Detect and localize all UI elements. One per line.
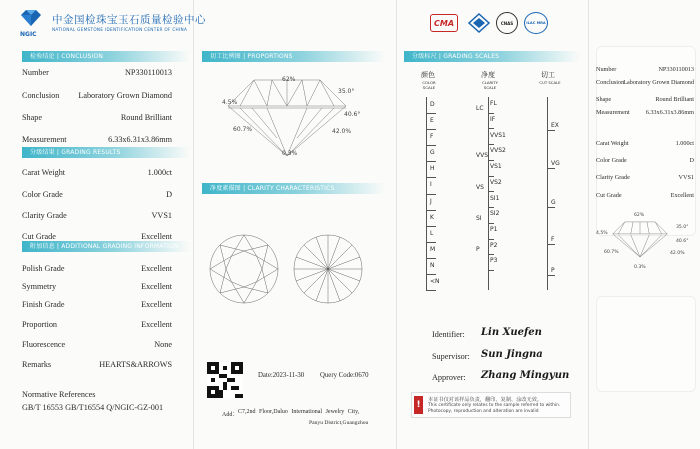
notice-box [411,392,571,418]
field-label: Cut Grade [22,232,56,241]
cma-logo-text: CMA [433,18,455,28]
cnas-logo-text: CNAS [500,20,514,26]
color-scale-tick [426,129,436,130]
cut-scale-tick [547,130,555,131]
mini-prop-crown-height: 40.6° [676,239,689,244]
field-label: Conclusion [22,91,60,100]
mini-prop-girdle: 4.5% [596,231,608,236]
clarity-scale-tick [488,113,494,114]
clarity-scale-tick [488,239,494,240]
field-value: NP330110013 [124,68,172,77]
clarity-scale-tick [488,144,494,145]
notice-en-1: This certificate only relates to the sample referred to within. [428,403,561,408]
clarity-grade-label: IF [490,115,496,123]
ilac-logo-text: ILAC MRA [526,21,546,25]
color-grade-label: M [430,245,436,253]
ngic-diamond-icon [20,10,42,26]
signature-name: Zhang Mingyun [481,370,570,381]
color-scale-tick [426,210,436,211]
clarity-scale-tick [488,207,494,208]
cut-scale-title: 切工 [541,71,555,79]
field-label: Conclusion [596,79,625,86]
cut-scale-en: CUT SCALE [539,80,561,85]
section-banner-grading: 分级结果 | GRADING RESULTS [22,147,190,158]
color-grade-label: D [430,101,435,109]
cut-grade-label: VG [551,160,560,168]
cut-grade-label: F [551,235,555,243]
clarity-plot-pavilion [292,233,364,305]
mini-prop-pavilion-depth: 60.7% [604,250,619,255]
notice-en-2: Photocopy, reproduction and alteration are invalid [428,409,539,414]
clarity-scale-tick [488,128,494,129]
field-value: Laboratory Grown Diamond [78,91,172,100]
prop-pavilion-depth: 60.7% [233,126,253,133]
color-scale-tick [426,194,436,195]
field-value: Excellent [141,282,172,291]
field-value: 6.33x6.31x3.86mm [108,135,172,144]
clarity-scale-tick [488,191,494,192]
mini-prop-crown-angle: 35.0° [676,225,689,230]
field-value: HEARTS&ARROWS [99,360,172,369]
clarity-grade-label: VVS1 [490,131,506,139]
clarity-group-label: SI [476,214,482,222]
prop-crown-angle: 35.0° [338,88,355,95]
clarity-plot-crown [208,233,280,305]
cut-scale-tick [547,207,555,208]
cut-grade-label: G [551,199,556,206]
cut-grade-label: P [551,266,555,274]
clarity-group-label: VVS [476,152,489,160]
field-label: Clarity Grade [596,174,630,181]
field-value: VVS1 [151,211,172,220]
clarity-grade-label: VS2 [490,178,502,186]
prop-pavilion-angle: 42.0% [332,128,352,135]
clarity-grade-label: VVS2 [490,147,506,155]
color-scale-tick [426,145,436,146]
cut-scale-tick [547,168,555,169]
report-date: Date:2023-11-30 [258,372,305,379]
cut-scale-axis [547,97,548,290]
color-scale-tick [426,161,436,162]
section-banner-proportions: 切工比例图 | PROPORTIONS [202,51,385,62]
field-value: Round Brilliant [120,113,172,122]
field-label: Clarity Grade [22,211,67,220]
field-label: Measurement [22,135,67,144]
field-value: Excellent [141,320,172,329]
signature-role: Identifier: [432,330,465,339]
field-value: 1.000ct [147,168,172,177]
clarity-scale-tick [488,254,494,255]
clarity-grade-label: P3 [490,257,498,265]
field-label: Number [22,68,49,77]
prop-table: 62% [282,76,296,83]
field-value: D [166,190,172,199]
field-label: Symmetry [22,282,57,291]
color-grade-label: <N [430,277,440,285]
normative-refs: GB/T 16553 GB/T16554 Q/NGIC-GZ-001 [22,403,164,412]
field-value: Excellent [141,264,172,273]
color-grade-label: I [430,181,432,189]
signature-name: Lin Xuefen [481,327,542,338]
clarity-grade-label: VS1 [490,163,502,171]
ngic-logo-text: NGIC [20,31,37,38]
prop-girdle: 4.5% [222,99,238,106]
mini-proportion-diagram [610,219,670,259]
field-label: Carat Weight [22,168,66,177]
field-label: Shape [22,113,43,122]
signature-role: Approver: [432,373,466,382]
field-value: 1.000ct [675,140,694,147]
clarity-scale-tick [488,223,494,224]
clarity-scale-title: 净度 [481,71,495,79]
clarity-group-label: LC [476,104,484,112]
color-grade-label: L [430,229,434,237]
field-label: Finish Grade [22,300,65,309]
field-value: Round Brilliant [655,96,694,103]
field-label: Shape [596,96,612,103]
clarity-grade-label: SI1 [490,194,500,202]
field-value: NP330110013 [658,66,694,73]
cnas-logo [496,12,518,34]
field-value: Excellent [141,300,172,309]
color-scale-tick [426,177,436,178]
field-label: Carat Weight [596,140,629,147]
color-scale-title: 颜色 [421,71,435,79]
field-value: Laboratory Grown Diamond [623,79,694,86]
field-label: Polish Grade [22,264,65,273]
color-scale-tick [426,226,436,227]
clarity-grade-label: FL [490,100,497,108]
section-banner-scales: 分级标尺 | GRADING SCALES [404,51,580,62]
field-label: Remarks [22,360,52,369]
qr-code[interactable] [207,362,243,398]
color-grade-label: F [430,133,434,141]
field-value: VVS1 [678,174,694,181]
section-banner-additional: 附加信息 | ADDITIONAL GRADING INFORMATION [22,241,190,252]
clarity-grade-label: P1 [490,225,498,233]
clarity-grade-label: P2 [490,241,498,249]
address-line-1: C7,2nd Floor,Daluo International Jewelry City, [238,409,360,415]
field-label: Measurement [596,109,630,116]
color-scale-en: COLOR SCALE [422,80,436,90]
header-title-cn: 中金国检珠宝玉石质量检验中心 [52,14,206,26]
mini-prop-pavilion-angle: 42.0% [670,251,685,256]
signature-role: Supervisor: [432,352,470,361]
cut-scale-tick [547,275,555,276]
field-label: Fluorescence [22,340,66,349]
clarity-grade-label: SI2 [490,210,500,218]
color-grade-label: E [430,117,434,125]
section-banner-conclusion: 检验结论 | CONCLUSION [22,51,190,62]
address-label: Add： [222,412,239,418]
field-value: Excellent [141,232,172,241]
clarity-scale-tick [488,176,494,177]
color-scale-tick [426,113,436,114]
query-code: Query Code:0670 [320,372,369,379]
field-label: Proportion [22,320,58,329]
color-scale-tick [426,258,436,259]
field-value: None [154,340,172,349]
color-scale-tick [426,290,436,291]
cnas-diamond-icon [468,13,490,33]
cut-scale-tick [547,244,555,245]
cut-grade-label: EX [551,121,559,129]
field-label: Number [596,66,617,73]
mini-prop-culet: 0.3% [634,265,646,270]
field-value: D [689,157,694,164]
address-line-2: Panyu District,Guangzhou [309,420,369,426]
color-grade-label: N [430,261,435,269]
clarity-scale-en: CLARITY SCALE [482,80,498,90]
normative-title: Normative References [22,390,96,399]
notice-icon: ! [414,396,423,414]
color-scale-tick [426,274,436,275]
field-label: Color Grade [596,157,627,164]
color-scale-tick [426,242,436,243]
clarity-scale-tick [488,270,494,271]
header-title-en: NATIONAL GEMSTONE IDENTIFICATION CENTER OF CHINA [52,27,188,32]
clarity-group-label: VS [476,183,484,191]
cma-logo [430,14,458,32]
clarity-group-label: P [476,246,480,254]
prop-culet: 0.3% [282,150,298,157]
signature-name: Sun Jingna [481,349,543,360]
field-label: Color Grade [22,190,63,199]
notice-cn: 本证书仅对该样品负责，翻印、复制、涂改无效。 [428,397,543,403]
field-value: Excellent [670,192,694,199]
field-label: Cut Grade [596,192,622,199]
color-grade-label: K [430,213,434,221]
ilac-logo [524,12,548,34]
color-grade-label: H [430,165,435,173]
mini-card-bottom [596,296,696,392]
prop-crown-height: 40.6° [344,111,361,118]
section-banner-clarity: 净度素描图 | CLARITY CHARACTERISTICS [202,183,385,194]
mini-prop-table: 62% [634,213,645,218]
color-grade-label: G [430,149,435,157]
clarity-scale-tick [488,160,494,161]
color-grade-label: J [430,197,432,205]
field-value: 6.33x6.31x3.86mm [645,109,694,116]
clarity-scale-axis [488,97,489,290]
ngic-logo [20,10,42,38]
